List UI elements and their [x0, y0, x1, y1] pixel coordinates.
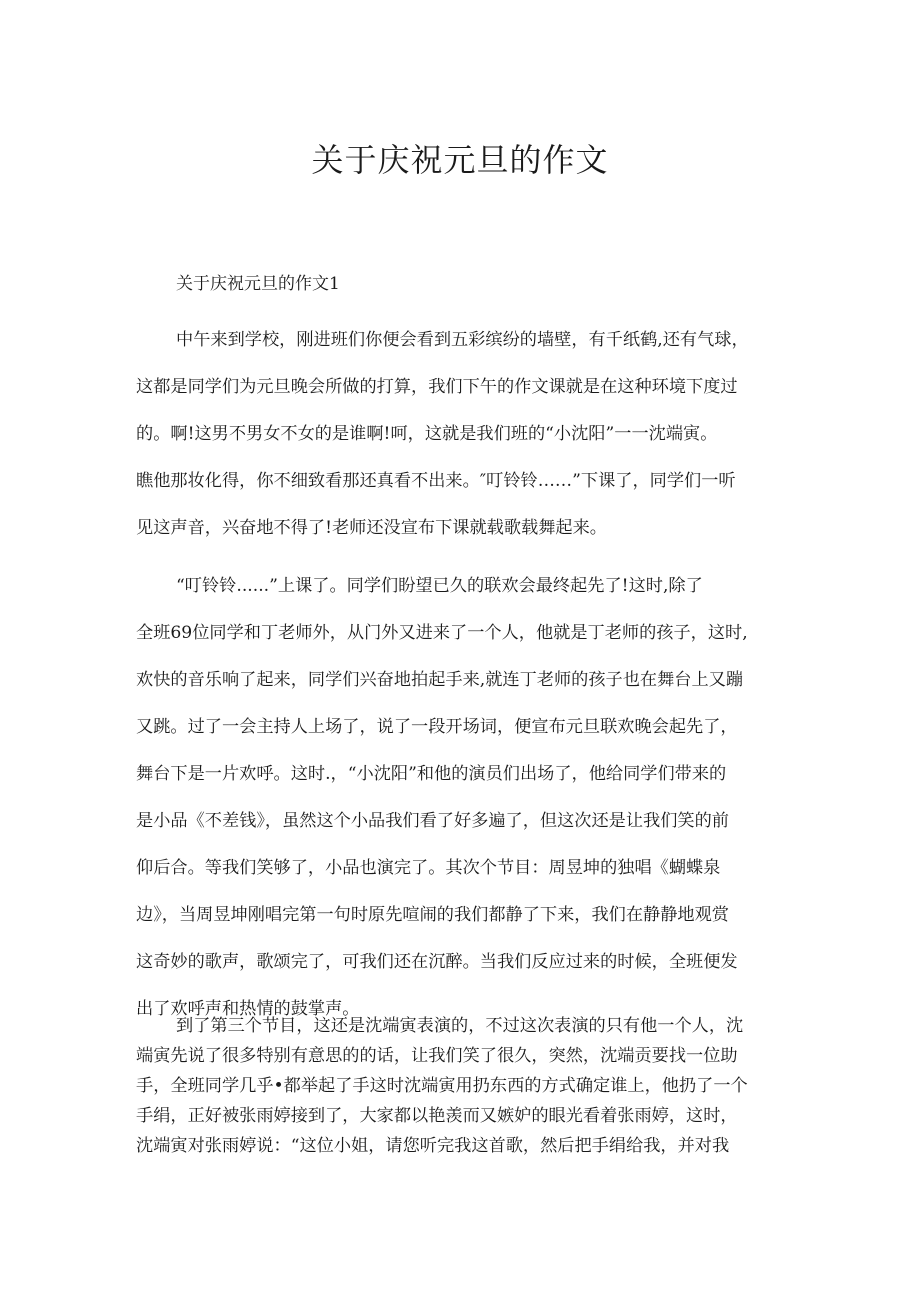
paragraph-line: 中午来到学校，刚进班们你便会看到五彩缤纷的墙壁，有千纸鹤,还有气球，	[176, 330, 749, 350]
paragraph-line: 手，全班同学几乎•都举起了手这时沈端寅用扔东西的方式确定谁上，他扔了一个	[136, 1076, 748, 1096]
paragraph-line: 沈端寅对张雨婷说：“这位小姐，请您听完我这首歌，然后把手绢给我，并对我	[136, 1136, 730, 1156]
paragraph-line: 是小品《不差钱》，虽然这个小品我们看了好多遍了，但这次还是让我们笑的前	[136, 811, 729, 831]
paragraph-line: 的。啊!这男不男女不女的是谁啊!呵，这就是我们班的“小沈阳”一一沈端寅。	[136, 424, 718, 444]
paragraph-3	[136, 1011, 788, 1161]
paragraph-line: 瞧他那妆化得，你不细致看那还真看不出来。″叮铃铃……”下课了，同学们一听	[136, 471, 736, 491]
paragraph-line: 又跳。过了一会主持人上场了，说了一段开场词，便宣布元旦联欢晚会起先了，	[136, 717, 738, 737]
document-title: 关于庆祝元旦的作文	[311, 141, 609, 179]
essay-subtitle: 关于庆祝元旦的作文1	[176, 274, 340, 294]
paragraph-line: 边》，当周昱坤刚唱完第一句时原先喧闹的我们都静了下来，我们在静静地观赏	[136, 905, 729, 925]
paragraph-line: 这都是同学们为元旦晚会所做的打算，我们下午的作文课就是在这种环境下度过	[136, 377, 738, 397]
paragraph-line: 见这声音，兴奋地不得了!老师还没宣布下课就载歌载舞起来。	[136, 518, 607, 538]
paragraph-line: “叮铃铃......”上课了。同学们盼望已久的联欢会最终起先了!这时,除了	[176, 576, 703, 596]
paragraph-line: 舞台下是一片欢呼。这时.，“小沈阳”和他的演员们出场了，他给同学们带来的	[136, 764, 727, 784]
paragraph-line: 出了欢呼声和热情的鼓掌声。	[136, 999, 360, 1019]
paragraph-1	[136, 317, 788, 552]
paragraph-line: 手绢，正好被张雨婷接到了，大家都以艳羡而又嫉妒的眼光看着张雨婷，这时，	[136, 1106, 738, 1126]
paragraph-line: 仰后合。等我们笑够了，小品也演完了。其次个节目：周昱坤的独唱《蝴蝶泉	[136, 858, 721, 878]
paragraph-2	[136, 563, 788, 1033]
paragraph-line: 全班69位同学和丁老师外，从门外又进来了一个人，他就是丁老师的孩子，这时,	[136, 623, 748, 643]
paragraph-line: 这奇妙的歌声，歌颂完了，可我们还在沉醉。当我们反应过来的时候，全班便发	[136, 952, 738, 972]
paragraph-line: 到了第三个节目，这还是沈端寅表演的，不过这次表演的只有他一个人，沈	[176, 1016, 744, 1036]
paragraph-line: 欢快的音乐响了起来，同学们兴奋地拍起手来,就连丁老师的孩子也在舞台上又蹦	[136, 670, 744, 690]
paragraph-line: 端寅先说了很多特别有意思的的话，让我们笑了很久，突然，沈端贡要找一位助	[136, 1046, 738, 1066]
